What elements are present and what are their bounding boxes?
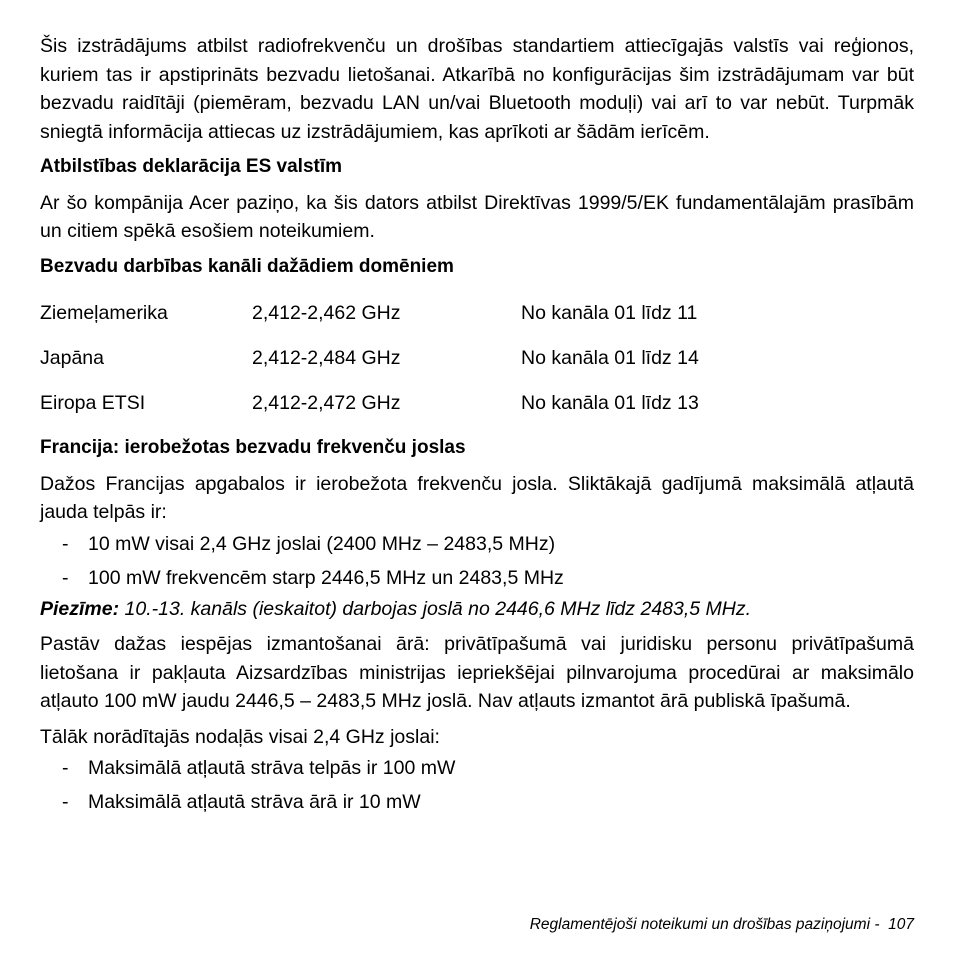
list-item <box>40 785 914 819</box>
dash-bullet: - <box>62 566 69 589</box>
intro-paragraph: Šis izstrādājums atbilst radiofrekvenču un drošības standartiem attiecīgajās valstīs vai reģionos, kuriem tas ir apstiprināts bezvadu lietošanai. Atkarībā no konfigurācijas šim izstrādājumam var būt bezvadu raidītāji (piemēram, bezvadu LAN un/vai Bluetooth moduļi) vai arī to var nebūt. Turpmāk sniegtā informācija attiecas uz izstrādājumiem, kas aprīkoti ar šādām ierīcēm. <box>40 35 914 143</box>
dash-bullet: - <box>62 757 69 779</box>
note-paragraph <box>40 595 914 624</box>
eu-declaration-heading: Atbilstības deklarācija ES valstīm <box>40 156 343 177</box>
list-item-text: Maksimālā atļautā strāva ārā ir 10 mW <box>88 791 421 813</box>
eu-declaration-text: Ar šo kompānija Acer paziņo, ka šis dators atbilst Direktīvas 1999/5/EK fundamentālajām prasībām un citiem spēkā esošiem noteikumiem. <box>40 191 914 242</box>
channels-heading: Bezvadu darbības kanāli dažādiem domēniem <box>40 255 454 277</box>
channel-row <box>40 299 914 344</box>
france-bullet-list <box>40 527 914 595</box>
page-footer <box>530 916 914 934</box>
departments-paragraph: Tālāk norādītajās nodaļās visai 2,4 GHz joslai: <box>40 725 440 748</box>
france-heading: Francija: ierobežotas bezvadu frekvenču joslas <box>40 437 466 458</box>
note-text: 10.-13. kanāls (ieskaitot) darbojas joslā no 2446,6 MHz līdz 2483,5 MHz. <box>119 597 752 620</box>
outdoor-paragraph: Pastāv dažas iespējas izmantošanai ārā: privātīpašumā vai juridisku personu privātīpašumā lietošana ir pakļauta Aizsardzības ministrijas iepriekšējai pilnvarojuma procedūrai ar maksimālo atļauto 100 mW jaudu 2446,5 – 2483,5 MHz joslā. Nav atļauts izmantot ārā publiskā īpašumā. <box>40 633 914 712</box>
channels-table <box>40 299 914 434</box>
list-item <box>40 527 914 561</box>
channel-row <box>40 344 914 389</box>
note-label: Piezīme: <box>40 597 120 620</box>
channel-region: Eiropa ETSI <box>40 392 146 414</box>
list-item-text: Maksimālā atļautā strāva telpās ir 100 mW <box>88 757 456 779</box>
channel-row <box>40 389 914 434</box>
channel-frequency: 2,412-2,484 GHz <box>252 347 401 369</box>
channel-region: Japāna <box>40 347 104 369</box>
channel-frequency: 2,412-2,472 GHz <box>252 392 401 414</box>
channel-range: No kanāla 01 līdz 11 <box>521 302 698 324</box>
list-item <box>40 751 914 785</box>
list-item-text: 10 mW visai 2,4 GHz joslai (2400 MHz – 2483,5 MHz) <box>88 532 556 555</box>
channel-range: No kanāla 01 līdz 13 <box>521 392 699 414</box>
list-item-text: 100 mW frekvencēm starp 2446,5 MHz un 2483,5 MHz <box>88 566 564 589</box>
footer-text: Reglamentējoši noteikumi un drošības paziņojumi - <box>529 916 880 933</box>
channel-region: Ziemeļamerika <box>40 302 168 324</box>
channel-frequency: 2,412-2,462 GHz <box>252 302 401 324</box>
channel-range: No kanāla 01 līdz 14 <box>521 347 699 369</box>
dash-bullet: - <box>62 532 69 555</box>
page-number: 107 <box>888 916 914 933</box>
dash-bullet: - <box>62 791 69 813</box>
list-item <box>40 561 914 595</box>
departments-bullet-list <box>40 751 914 819</box>
document-page <box>40 32 914 819</box>
france-text: Dažos Francijas apgabalos ir ierobežota frekvenču josla. Sliktākajā gadījumā maksimālā atļautā jauda telpās ir: <box>40 472 914 523</box>
